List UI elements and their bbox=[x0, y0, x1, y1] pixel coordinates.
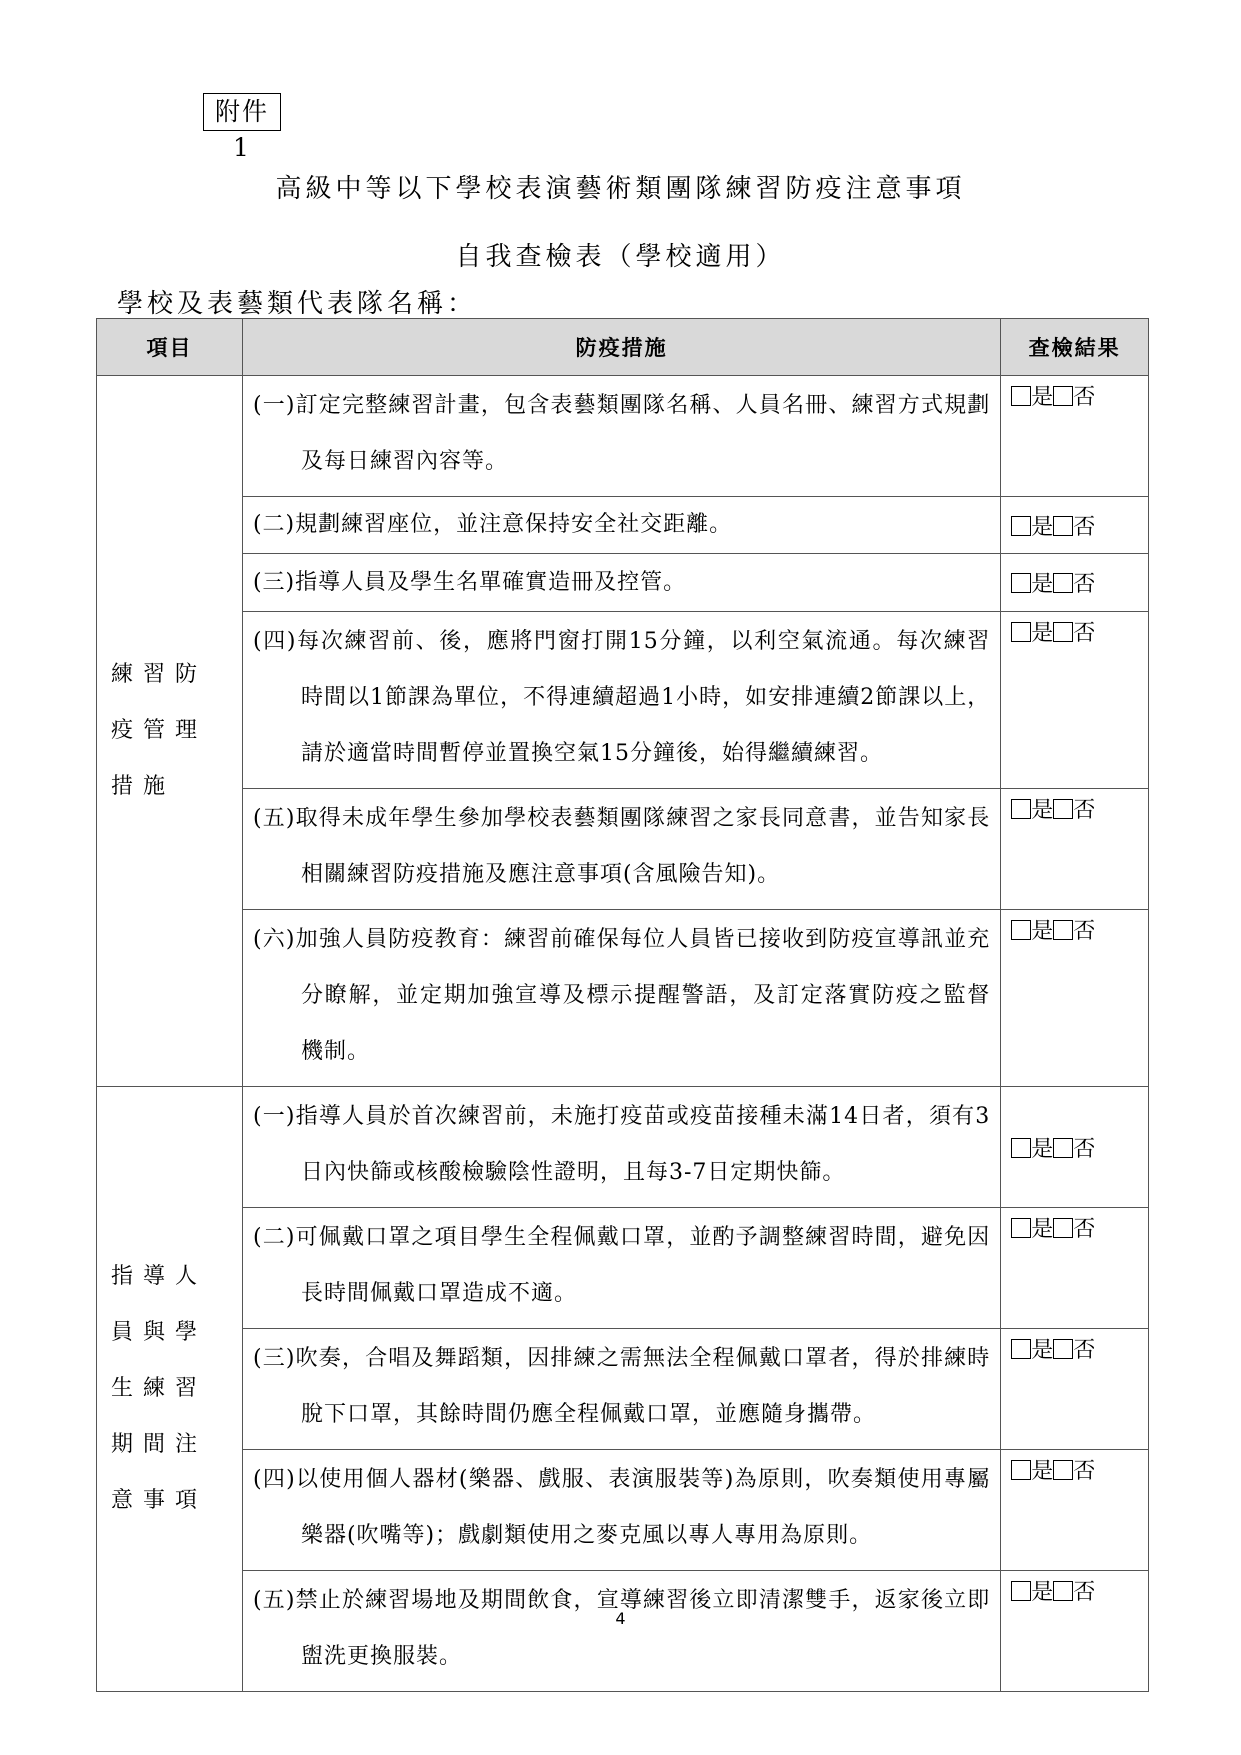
category-instructor-student bbox=[97, 1087, 243, 1692]
yes-checkbox[interactable] bbox=[1011, 1581, 1031, 1601]
no-checkbox[interactable] bbox=[1053, 1138, 1073, 1158]
table-row bbox=[97, 910, 1149, 1087]
result-cell: 是 否 bbox=[1001, 554, 1149, 612]
measure-text: (三)吹奏，合唱及舞蹈類，因排練之需無法全程佩戴口罩者，得於排練時脫下口罩，其餘時間仍應全程佩戴口罩，並應隨身攜帶。 bbox=[242, 1329, 1000, 1450]
measure-text: (五)取得未成年學生參加學校表藝類團隊練習之家長同意書，並告知家長相關練習防疫措施及應注意事項(含風險告知)。 bbox=[242, 789, 1000, 910]
document-title: 高級中等以下學校表演藝術類團隊練習防疫注意事項 bbox=[275, 174, 966, 204]
table-row bbox=[97, 1087, 1149, 1208]
no-checkbox[interactable] bbox=[1053, 516, 1073, 536]
yes-checkbox[interactable] bbox=[1011, 386, 1031, 406]
measure-text: (四)每次練習前、後，應將門窗打開15分鐘，以利空氣流通。每次練習時間以1節課為單位，不得連續超過1小時，如安排連續2節課以上，請於適當時間暫停並置換空氣15分鐘後，始得繼續練習。 bbox=[242, 612, 1000, 789]
result-cell: 是 否 bbox=[1001, 1329, 1149, 1450]
checklist-table bbox=[96, 318, 1149, 1692]
measure-text: (六)加強人員防疫教育：練習前確保每位人員皆已接收到防疫宣導訊並充分瞭解，並定期加強宣導及標示提醒警語，及訂定落實防疫之監督機制。 bbox=[242, 910, 1000, 1087]
yes-checkbox[interactable] bbox=[1011, 1218, 1031, 1238]
table-row bbox=[97, 612, 1149, 789]
header-result: 查檢結果 bbox=[1001, 319, 1149, 376]
result-cell: 是 否 bbox=[1001, 910, 1149, 1087]
yes-checkbox[interactable] bbox=[1011, 516, 1031, 536]
table-row bbox=[97, 376, 1149, 497]
result-cell: 是 否 bbox=[1001, 789, 1149, 910]
yes-checkbox[interactable] bbox=[1011, 622, 1031, 642]
category-practice-management bbox=[97, 376, 243, 1087]
measure-text: (一)指導人員於首次練習前，未施打疫苗或疫苗接種未滿14日者，須有3日內快篩或核酸檢驗陰性證明，且每3-7日定期快篩。 bbox=[242, 1087, 1000, 1208]
table-row bbox=[97, 1208, 1149, 1329]
result-cell: 是 否 bbox=[1001, 1450, 1149, 1571]
header-item: 項目 bbox=[97, 319, 243, 376]
no-checkbox[interactable] bbox=[1053, 920, 1073, 940]
page-number: 4 bbox=[615, 1609, 626, 1628]
no-checkbox[interactable] bbox=[1053, 573, 1073, 593]
table-row bbox=[97, 497, 1149, 554]
result-cell: 是 否 bbox=[1001, 376, 1149, 497]
result-cell: 是 否 bbox=[1001, 612, 1149, 789]
no-checkbox[interactable] bbox=[1053, 799, 1073, 819]
result-cell: 是 否 bbox=[1001, 1208, 1149, 1329]
school-name-label: 學校及表藝類代表隊名稱： bbox=[117, 289, 478, 319]
measure-text: (五)禁止於練習場地及期間飲食，宣導練習後立即清潔雙手，返家後立即盥洗更換服裝。 bbox=[242, 1571, 1000, 1692]
result-cell: 是 否 bbox=[1001, 1087, 1149, 1208]
category-label: 練習防疫管理措施 bbox=[111, 662, 208, 799]
document-subtitle: 自我查檢表（學校適用） bbox=[455, 242, 786, 272]
yes-checkbox[interactable] bbox=[1011, 573, 1031, 593]
attachment-label: 附件 1 bbox=[203, 93, 281, 131]
measure-text: (一)訂定完整練習計畫，包含表藝類團隊名稱、人員名冊、練習方式規劃及每日練習內容等。 bbox=[242, 376, 1000, 497]
yes-checkbox[interactable] bbox=[1011, 1138, 1031, 1158]
yes-checkbox[interactable] bbox=[1011, 920, 1031, 940]
no-checkbox[interactable] bbox=[1053, 1460, 1073, 1480]
measure-text: (二)規劃練習座位，並注意保持安全社交距離。 bbox=[242, 497, 1000, 554]
table-row bbox=[97, 1571, 1149, 1692]
result-cell: 是 否 bbox=[1001, 1571, 1149, 1692]
table-header-row bbox=[97, 319, 1149, 376]
measure-text: (四)以使用個人器材(樂器、戲服、表演服裝等)為原則，吹奏類使用專屬樂器(吹嘴等)；戲劇類使用之麥克風以專人專用為原則。 bbox=[242, 1450, 1000, 1571]
table-row bbox=[97, 554, 1149, 612]
table-row bbox=[97, 1450, 1149, 1571]
header-measures: 防疫措施 bbox=[242, 319, 1000, 376]
no-checkbox[interactable] bbox=[1053, 1218, 1073, 1238]
yes-checkbox[interactable] bbox=[1011, 1460, 1031, 1480]
table-row bbox=[97, 789, 1149, 910]
measure-text: (三)指導人員及學生名單確實造冊及控管。 bbox=[242, 554, 1000, 612]
yes-checkbox[interactable] bbox=[1011, 799, 1031, 819]
no-checkbox[interactable] bbox=[1053, 622, 1073, 642]
table-row bbox=[97, 1329, 1149, 1450]
no-checkbox[interactable] bbox=[1053, 386, 1073, 406]
yes-checkbox[interactable] bbox=[1011, 1339, 1031, 1359]
no-checkbox[interactable] bbox=[1053, 1339, 1073, 1359]
measure-text: (二)可佩戴口罩之項目學生全程佩戴口罩，並酌予調整練習時間，避免因長時間佩戴口罩造成不適。 bbox=[242, 1208, 1000, 1329]
category-label: 指導人員與學生練習期間注意事項 bbox=[111, 1264, 208, 1513]
result-cell: 是 否 bbox=[1001, 497, 1149, 554]
no-checkbox[interactable] bbox=[1053, 1581, 1073, 1601]
